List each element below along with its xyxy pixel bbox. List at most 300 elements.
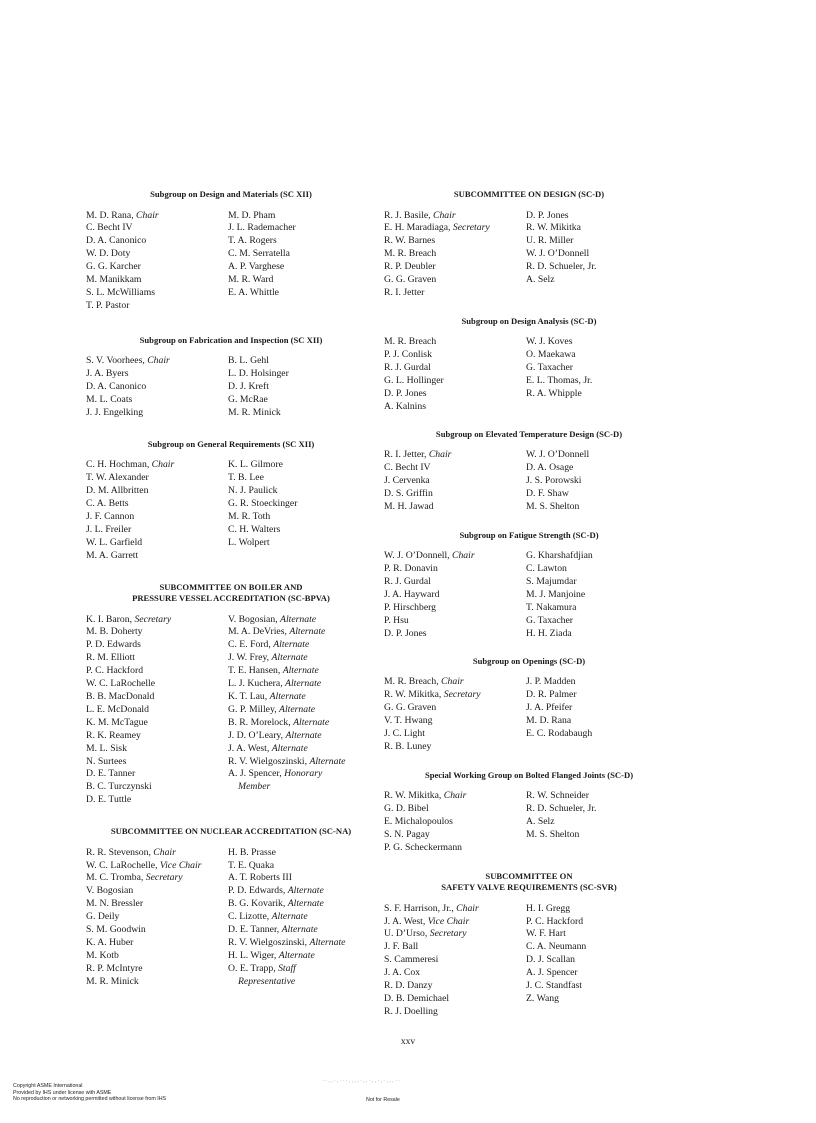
member-entry: M. D. Rana, Chair (86, 209, 159, 221)
member-name: N. J. Paulick (228, 485, 278, 497)
member-column (228, 355, 376, 420)
committee-section (86, 582, 376, 808)
member-name: R. P. McIntyre (86, 962, 143, 974)
member-entry (86, 885, 228, 898)
section-title (86, 826, 376, 838)
footer-line: Copyright ASME International (13, 1083, 83, 1089)
member-entry (86, 898, 228, 911)
member-name: M. R. Minick (228, 406, 281, 418)
member-name: D. R. Palmer (526, 689, 577, 701)
member-entry (526, 702, 674, 715)
member-name: G. McRae (228, 393, 268, 405)
section-title-line: SUBCOMMITTEE ON (485, 870, 573, 881)
member-name: E. H. Maradiaga (384, 222, 449, 234)
member-name: W. D. Doty (86, 248, 131, 260)
member-entry (86, 498, 228, 511)
member-entry (526, 728, 674, 741)
member-entry (384, 462, 526, 475)
member-name: A. P. Varghese (228, 261, 285, 273)
member-name: R. J. Gurdal (384, 576, 431, 588)
member-name: J. D. O’Leary (228, 729, 281, 741)
member-entry (384, 488, 526, 501)
member-name: H. L. Wiger (228, 949, 274, 961)
member-name: C. Becht IV (86, 222, 133, 234)
member-entry: L. J. Kuchera, Alternate (228, 678, 322, 690)
member-name: K. M. McTague (86, 716, 148, 728)
member-entry (228, 274, 376, 287)
member-column (384, 449, 526, 514)
member-entry (526, 928, 674, 941)
member-name: M. A. DeVries (228, 626, 285, 638)
member-name: A. Selz (526, 815, 555, 827)
member-entry: W. C. LaRochelle, Vice Chair (86, 859, 202, 871)
member-name: O. Maekawa (526, 349, 576, 361)
member-entry (526, 615, 674, 628)
member-name: M. B. Doherty (86, 626, 143, 638)
member-name: K. T. Lau (228, 690, 265, 702)
member-name: T. Nakamura (526, 601, 577, 613)
section-title-line: Subgroup on Fabrication and Inspection (SC XII) (139, 334, 323, 345)
member-entry (526, 261, 674, 274)
member-name: M. A. Garrett (86, 549, 139, 561)
member-name: R. D. Schueler, Jr. (526, 803, 597, 814)
member-role: Alternate (309, 936, 346, 948)
member-name: E. Michalopoulos (384, 815, 453, 827)
member-name: J. A. Pfeifer (526, 701, 573, 713)
section-title-line: Subgroup on Elevated Temperature Design (SC-D) (435, 428, 623, 439)
member-name: R. W. Mikitka (384, 689, 439, 701)
member-name: W. J. O’Donnell (526, 248, 590, 260)
member-entry (526, 589, 674, 602)
section-title-line: Special Working Group on Bolted Flanged Joints (SC-D) (424, 769, 634, 780)
member-role: Alternate (285, 729, 322, 741)
member-entry (526, 501, 674, 514)
member-role: Honorary Member (238, 768, 323, 793)
member-entry (384, 235, 526, 248)
member-entry (86, 524, 228, 537)
member-name: L. J. Kuchera (228, 678, 281, 690)
member-name: C. A. Betts (86, 498, 129, 509)
member-entry (526, 903, 674, 916)
member-column (384, 903, 526, 1019)
member-name: M. D. Pham (228, 209, 276, 221)
member-role: Alternate (282, 665, 319, 677)
member-entry (526, 210, 674, 223)
section-title (86, 582, 376, 605)
member-role: Alternate (293, 716, 330, 728)
member-entry: M. R. Breach, Chair (384, 676, 464, 688)
member-entry (526, 803, 674, 816)
section-title (86, 439, 376, 451)
member-entry (384, 602, 526, 615)
member-name: R. J. Doelling (384, 1005, 438, 1017)
member-entry (526, 462, 674, 475)
member-column (86, 614, 228, 808)
member-entry (526, 375, 674, 388)
member-entry (86, 550, 228, 563)
member-entry (228, 235, 376, 248)
member-name: S. N. Pagay (384, 828, 430, 840)
member-name: U. D’Urso (384, 928, 425, 940)
member-name: D. E. Tuttle (86, 794, 132, 806)
member-entry: C. Lizotte, Alternate (228, 911, 308, 923)
section-title (384, 316, 674, 328)
member-name: D. P. Jones (384, 387, 427, 399)
member-name: D. F. Shaw (526, 488, 569, 499)
member-name: W. J. O’Donnell (526, 449, 590, 461)
member-entry: R. J. Basile, Chair (384, 209, 456, 221)
member-name: B. L. Gehl (228, 355, 269, 367)
member-name: R. D. Schueler, Jr. (526, 261, 597, 273)
member-name: J. A. West (228, 742, 267, 754)
section-title-line: PRESSURE VESSEL ACCREDITATION (SC-BPVA) (132, 593, 330, 604)
member-list (86, 459, 376, 562)
member-role: Chair (428, 449, 452, 461)
member-name: T. E. Hansen (228, 665, 278, 677)
member-name: J. C. Light (384, 727, 425, 739)
member-entry (526, 816, 674, 829)
member-name: J. F. Ball (384, 941, 419, 953)
member-role: Secretary (452, 222, 490, 234)
member-column (228, 459, 376, 562)
member-column (384, 336, 526, 413)
member-entry (384, 401, 526, 414)
member-entry (86, 368, 228, 381)
member-entry: S. V. Voorhees, Chair (86, 355, 170, 367)
section-title (86, 335, 376, 347)
member-name: J. L. Rademacher (228, 222, 296, 234)
member-entry: G. P. Milley, Alternate (228, 703, 316, 715)
member-name: R. V. Wielgoszinski (228, 936, 305, 948)
member-entry (384, 816, 526, 829)
committee-section (384, 770, 674, 855)
member-name: J. F. Cannon (86, 510, 135, 522)
member-name: R. K. Reamey (86, 729, 141, 741)
member-role: Alternate (271, 652, 308, 664)
footer-copyright (13, 1083, 166, 1103)
member-name: A. Selz (526, 274, 555, 286)
member-name: J. A. West (384, 915, 423, 927)
member-name: S. Majumdar (526, 576, 577, 588)
member-entry (228, 222, 376, 235)
member-name: T. B. Lee (228, 472, 264, 484)
member-name: G. Taxacher (526, 614, 574, 626)
member-entry (384, 741, 526, 754)
member-role: Secretary (134, 613, 172, 625)
member-name: M. Manikkam (86, 274, 142, 286)
member-entry (86, 924, 228, 937)
member-column (86, 210, 228, 313)
member-name: K. A. Huber (86, 936, 134, 948)
member-list (86, 355, 376, 420)
member-entry (384, 388, 526, 401)
member-entry (526, 829, 674, 842)
member-entry (526, 790, 674, 803)
member-name: C. Lawton (526, 563, 567, 575)
member-role: Chair (432, 209, 456, 221)
member-role: Alternate (287, 898, 324, 910)
member-name: P. R. Donavin (384, 563, 438, 575)
member-column (526, 550, 674, 640)
member-name: M. D. Rana (526, 714, 572, 726)
member-name: G. D. Bibel (384, 803, 429, 814)
member-name: M. D. Rana (86, 209, 132, 221)
section-title (384, 429, 674, 441)
member-column (526, 903, 674, 1019)
member-name: H. I. Gregg (526, 902, 571, 914)
member-list (384, 210, 674, 300)
member-entry (228, 248, 376, 261)
member-column (526, 210, 674, 300)
member-name: R. R. Stevenson (86, 846, 149, 858)
member-role: Alternate (285, 678, 322, 690)
member-name: M. R. Breach (384, 676, 437, 688)
member-entry (86, 235, 228, 248)
member-name: G. P. Milley (228, 703, 275, 715)
member-name: Z. Wang (526, 992, 559, 1004)
member-name: G. R. Stoeckinger (228, 498, 298, 509)
member-name: R. D. Danzy (384, 980, 433, 992)
member-entry (526, 349, 674, 362)
member-entry (384, 702, 526, 715)
member-entry (86, 950, 228, 963)
committee-section (86, 335, 376, 420)
member-entry: K. T. Lau, Alternate (228, 690, 306, 702)
member-entry: J. W. Frey, Alternate (228, 652, 308, 664)
member-entry: B. R. Morelock, Alternate (228, 716, 330, 728)
section-title (86, 189, 376, 201)
member-entry: E. H. Maradiaga, Secretary (384, 222, 490, 234)
member-name: J. C. Standfast (526, 980, 582, 992)
member-name: W. C. LaRochelle (86, 678, 156, 690)
member-entry (384, 967, 526, 980)
member-entry: R. V. Wielgoszinski, Alternate (228, 755, 346, 767)
member-role: Alternate (271, 742, 308, 754)
member-entry (228, 210, 376, 223)
member-name: V. Bogosian (86, 885, 134, 897)
member-name: R. B. Luney (384, 740, 432, 752)
member-name: B. B. MacDonald (86, 690, 155, 702)
member-entry (384, 274, 526, 287)
member-entry (526, 993, 674, 1006)
section-title-line: SUBCOMMITTEE ON DESIGN (SC-D) (453, 189, 605, 199)
member-entry (86, 511, 228, 524)
page-number: xxv (400, 1037, 416, 1047)
member-name: M. R. Ward (228, 274, 274, 286)
member-entry: B. G. Kovarik, Alternate (228, 898, 324, 910)
member-name: G. L. Hollinger (384, 375, 444, 387)
member-name: R. M. Elliott (86, 652, 135, 664)
member-name: A. T. Roberts III (228, 872, 292, 884)
member-entry (86, 485, 228, 498)
member-entry (228, 872, 376, 885)
member-name: M. R. Toth (228, 510, 271, 522)
member-entry: R. W. Mikitka, Secretary (384, 689, 481, 701)
member-column (86, 459, 228, 562)
member-name: T. A. Rogers (228, 235, 277, 247)
member-entry: O. E. Trapp, Staff Representative (228, 962, 296, 987)
member-name: R. W. Mikitka (526, 222, 581, 234)
section-title-line: SUBCOMMITTEE ON NUCLEAR ACCREDITATION (SC-NA) (110, 826, 352, 837)
member-entry (384, 842, 526, 855)
member-name: R. W. Mikitka (384, 790, 439, 802)
member-name: C. H. Hochman (86, 459, 147, 471)
member-name: N. Surtees (86, 755, 127, 767)
member-name: R. I. Jetter (384, 449, 424, 461)
member-entry (86, 639, 228, 652)
member-entry (384, 248, 526, 261)
member-name: P. D. Edwards (86, 639, 141, 651)
member-list (384, 790, 674, 855)
member-role: Alternate (287, 885, 324, 897)
member-name: A. Kalnins (384, 400, 426, 412)
member-role: Secretary (429, 928, 467, 940)
member-entry (526, 274, 674, 287)
member-entry (86, 730, 228, 743)
member-name: D. B. Demichael (384, 992, 450, 1004)
member-name: D. J. Scallan (526, 954, 575, 966)
member-entry (86, 472, 228, 485)
committee-section (86, 439, 376, 563)
member-role: Alternate (269, 690, 306, 702)
member-list (384, 903, 674, 1019)
member-name: D. M. Allbritten (86, 485, 149, 497)
member-name: J. A. Hayward (384, 589, 440, 601)
member-name: S. M. Goodwin (86, 924, 146, 936)
member-entry: R. R. Stevenson, Chair (86, 846, 176, 858)
member-list (86, 210, 376, 313)
member-role: Chair (153, 846, 176, 858)
member-entry (384, 336, 526, 349)
member-name: P. D. Edwards (228, 885, 283, 897)
committee-section (86, 826, 376, 988)
member-role: Alternate (278, 949, 315, 961)
member-name: J. A. Byers (86, 368, 129, 380)
member-role: Alternate (271, 911, 308, 923)
left-column (86, 189, 376, 989)
committee-section (86, 189, 376, 313)
member-entry (228, 537, 376, 550)
member-role: Chair (151, 459, 175, 471)
member-name: P. Hirschberg (384, 601, 437, 613)
member-entry (228, 459, 376, 472)
member-entry: C. E. Ford, Alternate (228, 639, 310, 651)
section-title (384, 770, 674, 782)
member-entry: D. E. Tanner, Alternate (228, 924, 318, 936)
member-entry (384, 349, 526, 362)
member-entry (384, 628, 526, 641)
member-name: L. D. Holsinger (228, 368, 289, 380)
member-entry (526, 628, 674, 641)
member-name: T. W. Alexander (86, 472, 149, 484)
member-entry: S. F. Harrison, Jr., Chair (384, 902, 479, 914)
member-name: H. B. Prasse (228, 846, 276, 858)
member-name: J. L. Freiler (86, 523, 132, 535)
member-entry (228, 355, 376, 368)
member-entry (86, 261, 228, 274)
member-name: R. W. Schneider (526, 790, 589, 802)
member-entry: J. D. O’Leary, Alternate (228, 729, 322, 741)
member-name: H. H. Ziada (526, 627, 572, 639)
member-entry: P. D. Edwards, Alternate (228, 885, 324, 897)
member-column (228, 210, 376, 313)
member-name: P. C. Hackford (526, 915, 584, 927)
member-name: J. A. Cox (384, 967, 421, 979)
member-name: A. J. Spencer (526, 967, 578, 979)
member-entry: C. H. Hochman, Chair (86, 459, 175, 471)
section-title-line: Subgroup on Design Analysis (SC-D) (461, 315, 597, 326)
member-name: S. F. Harrison, Jr. (384, 902, 452, 914)
member-list (384, 676, 674, 753)
member-name: J. S. Porowski (526, 475, 582, 487)
member-entry (384, 589, 526, 602)
member-name: W. J. O’Donnell (384, 550, 448, 562)
member-name: C. M. Serratella (228, 248, 290, 260)
member-entry (384, 563, 526, 576)
member-entry (526, 475, 674, 488)
member-entry: K. I. Baron, Secretary (86, 613, 172, 625)
member-name: D. A. Canonico (86, 235, 147, 247)
member-list (384, 336, 674, 413)
member-entry: M. C. Tromba, Secretary (86, 872, 183, 884)
member-entry (86, 381, 228, 394)
member-name: D. P. Jones (384, 627, 427, 639)
member-name: B. R. Morelock (228, 716, 289, 728)
member-entry (526, 449, 674, 462)
member-entry (86, 756, 228, 769)
member-entry (526, 563, 674, 576)
member-column (526, 790, 674, 855)
member-entry: H. L. Wiger, Alternate (228, 949, 315, 961)
member-name: D. P. Jones (526, 209, 569, 221)
member-entry (86, 768, 228, 781)
member-column (86, 355, 228, 420)
member-entry (384, 375, 526, 388)
member-entry (526, 235, 674, 248)
member-entry (526, 602, 674, 615)
member-entry (86, 287, 228, 300)
member-entry (228, 511, 376, 524)
committee-section (384, 871, 674, 1019)
member-entry (228, 368, 376, 381)
member-name: C. A. Neumann (526, 941, 587, 953)
member-entry: V. Bogosian, Alternate (228, 613, 317, 625)
member-role: Chair (441, 676, 464, 688)
member-role: Secretary (145, 872, 183, 884)
member-name: M. C. Tromba (86, 872, 141, 884)
member-entry: U. D’Urso, Secretary (384, 928, 467, 940)
member-entry (526, 336, 674, 349)
committee-section (384, 656, 674, 754)
member-name: A. J. Spencer (228, 768, 280, 780)
member-entry (228, 485, 376, 498)
member-entry (86, 248, 228, 261)
member-entry: W. J. O’Donnell, Chair (384, 550, 475, 562)
member-name: T. P. Pastor (86, 299, 130, 311)
member-list (86, 614, 376, 808)
member-role: Chair (136, 209, 159, 221)
section-title (384, 189, 674, 201)
member-entry (384, 287, 526, 300)
member-name: J. P. Madden (526, 676, 576, 688)
member-entry: J. A. West, Alternate (228, 742, 308, 754)
member-entry (526, 941, 674, 954)
member-entry (228, 847, 376, 860)
member-name: M. H. Jawad (384, 500, 434, 512)
member-entry (384, 993, 526, 1006)
member-entry (526, 362, 674, 375)
member-entry (384, 261, 526, 274)
